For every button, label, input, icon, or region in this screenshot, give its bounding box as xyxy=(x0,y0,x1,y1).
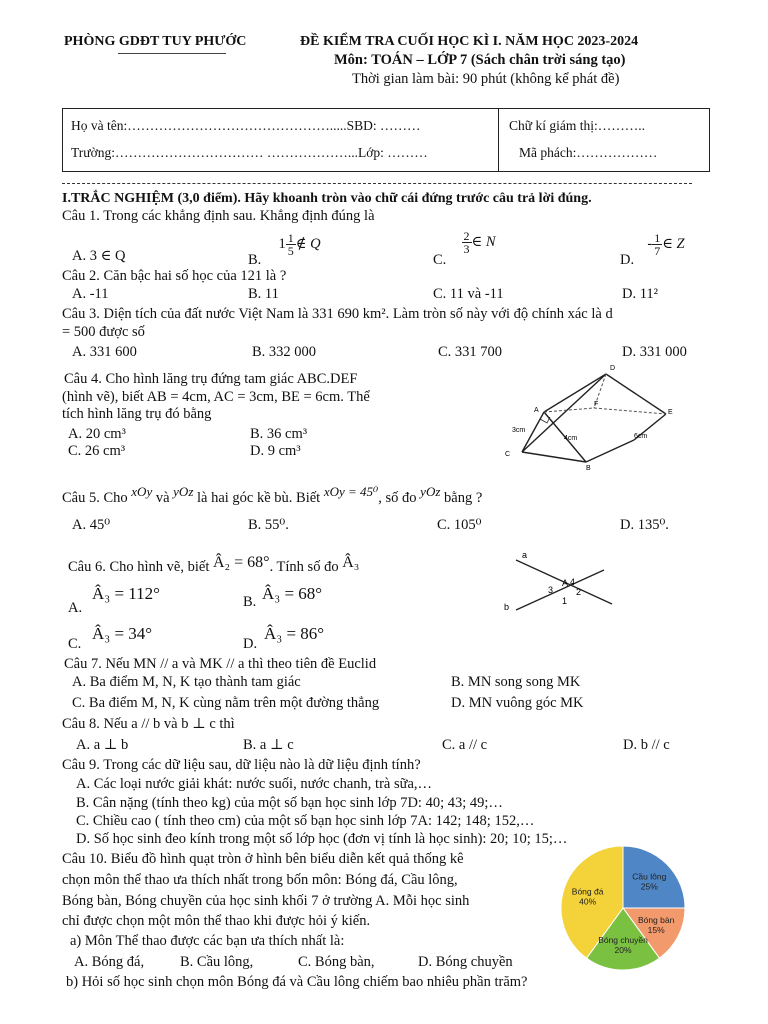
exam-title: ĐỀ KIỂM TRA CUỐI HỌC KÌ I. NĂM HỌC 2023-2024 xyxy=(300,34,639,49)
q6-option-a[interactable]: Â₃ = 112° xyxy=(92,584,160,603)
q8-option-d[interactable]: D. b // c xyxy=(623,737,670,753)
school-name: PHÒNG GDĐT TUY PHƯỚC xyxy=(64,34,247,49)
student-info-box xyxy=(62,108,710,172)
prism-label-e: E xyxy=(668,409,673,416)
q7-option-c[interactable]: C. Ba điểm M, N, K cùng nằm trên một đường thẳng xyxy=(72,695,380,711)
prism-label-d: D xyxy=(610,365,616,372)
q6-option-d-label[interactable]: D. xyxy=(243,636,258,652)
q3-text-line1: Câu 3. Diện tích của đất nước Việt Nam là 331 690 km². Làm tròn số này với độ chính xác là d xyxy=(62,306,613,322)
pie-label-value-2: 20% xyxy=(614,945,632,956)
angle-xoy-value: xOy = 45⁰ xyxy=(323,484,379,499)
q3-option-a[interactable]: A. 331 600 xyxy=(72,344,137,360)
exam-code-field[interactable]: Mã phách:……………… xyxy=(519,145,658,160)
pie-label-name-0: Cầu lông xyxy=(632,871,667,882)
q9-text: Câu 9. Trong các dữ liệu sau, dữ liệu nào là dữ liệu định tính? xyxy=(62,757,421,773)
pie-label-value-1: 15% xyxy=(647,924,665,935)
q10-text-line4: chỉ được chọn một môn thể thao khi được hỏi ý kiến. xyxy=(62,913,371,929)
q2-option-d[interactable]: D. 11² xyxy=(622,286,659,302)
pie-label-value-3: 40% xyxy=(579,896,597,907)
angle-number-2: 2 xyxy=(576,587,582,597)
q6-target-angle: Â₃ xyxy=(342,554,360,571)
q10a-option-a[interactable]: A. Bóng đá, xyxy=(74,954,145,970)
q9-option-c[interactable]: C. Chiều cao ( tính theo cm) của một số bạn học sinh lớp 7A: 142; 148; 152,… xyxy=(76,813,535,829)
q6-option-d[interactable]: Â₃ = 86° xyxy=(264,624,325,643)
q10-text-line3: Bóng bàn, Bóng chuyền của học sinh khối 7 ở trường A. Mỗi học sinh xyxy=(62,893,470,909)
q4-option-c[interactable]: C. 26 cm³ xyxy=(68,443,126,459)
q2-option-a[interactable]: A. -11 xyxy=(72,286,109,302)
q3-option-d[interactable]: D. 331 000 xyxy=(622,344,687,360)
q7-option-b[interactable]: B. MN song song MK xyxy=(451,674,581,690)
q9-option-a[interactable]: A. Các loại nước giải khát: nước suối, nước chanh, trà sữa,… xyxy=(76,776,433,792)
angle-number-4: 4 xyxy=(570,577,576,587)
section-title: I.TRẮC NGHIỆM (3,0 điểm). Hãy khoanh tròn vào chữ cái đứng trước câu trả lời đúng. xyxy=(62,191,592,206)
q1-option-a[interactable]: A. 3 ∈ Q xyxy=(72,248,126,264)
q6-text: Câu 6. Cho hình vẽ, biết Â₂ = 68°. Tính số đo Â₃ xyxy=(68,554,360,575)
q2-text: Câu 2. Căn bậc hai số học của 121 là ? xyxy=(62,268,287,284)
q6-option-a-label[interactable]: A. xyxy=(68,600,83,616)
point-label-a: A xyxy=(562,578,569,588)
prism-label-c: C xyxy=(505,451,511,458)
q6-option-b-label[interactable]: B. xyxy=(243,594,257,610)
q3-text-line2: = 500 được số xyxy=(62,324,145,340)
angle-number-1: 1 xyxy=(562,596,568,606)
q7-option-a[interactable]: A. Ba điểm M, N, K tạo thành tam giác xyxy=(72,674,301,690)
pie-label-name-3: Bóng đá xyxy=(571,886,604,897)
q10a-text: a) Môn Thể thao được các bạn ưa thích nhất là: xyxy=(70,933,345,949)
q10b-text: b) Hỏi số học sinh chọn môn Bóng đá và Cầu lông chiếm bao nhiêu phần trăm? xyxy=(66,974,528,990)
q10a-option-d[interactable]: D. Bóng chuyền xyxy=(418,954,513,970)
q5-text: Câu 5. Cho xOy và yOz là hai góc kề bù. Biết xOy = 45⁰, số đo yOz bằng ? xyxy=(62,484,483,506)
q10a-option-c[interactable]: C. Bóng bàn, xyxy=(298,954,375,970)
q6-option-b[interactable]: Â₃ = 68° xyxy=(262,584,323,603)
line-label-a: a xyxy=(522,550,528,560)
exam-duration: Thời gian làm bài: 90 phút (không kể phát đề) xyxy=(352,71,620,87)
prism-label-b: B xyxy=(586,465,591,472)
q6-option-c-label[interactable]: C. xyxy=(68,636,82,652)
q8-option-a[interactable]: A. a ⊥ b xyxy=(76,737,129,753)
q1-text: Câu 1. Trong các khẳng định sau. Khẳng định đúng là xyxy=(62,208,375,224)
supervisor-signature-field[interactable]: Chữ kí giám thị:……….. xyxy=(509,118,645,133)
info-box-divider xyxy=(498,109,499,171)
q1-option-c[interactable]: C. $\frac{2}{3}$ ∈ N xyxy=(433,229,496,268)
pie-label-value-0: 25% xyxy=(640,881,658,892)
angle-yoz: yOz xyxy=(173,484,194,499)
exam-subject: Môn: TOÁN – LỚP 7 (Sách chân trời sáng tạo) xyxy=(334,52,626,68)
q3-option-c[interactable]: C. 331 700 xyxy=(438,344,503,360)
prism-label-ac: 3cm xyxy=(512,427,526,434)
line-label-b: b xyxy=(504,602,510,612)
q1-option-b[interactable]: B. 1 $\frac{1}{5}$ ∉ Q xyxy=(248,231,321,268)
q8-text: Câu 8. Nếu a // b và b ⊥ c thì xyxy=(62,716,235,732)
q7-option-d[interactable]: D. MN vuông góc MK xyxy=(451,695,584,711)
pie-label-name-1: Bóng bàn xyxy=(637,914,675,925)
q4-option-d[interactable]: D. 9 cm³ xyxy=(250,443,301,459)
q3-option-b[interactable]: B. 332 000 xyxy=(252,344,317,360)
q7-text: Câu 7. Nếu MN // a và MK // a thì theo tiên đề Euclid xyxy=(64,656,377,672)
q8-option-b[interactable]: B. a ⊥ c xyxy=(243,737,294,753)
q2-option-c[interactable]: C. 11 và -11 xyxy=(433,286,504,302)
prism-label-f: F xyxy=(594,401,599,408)
angle-figure xyxy=(500,546,620,618)
q5-option-b[interactable]: B. 55⁰. xyxy=(248,517,289,533)
pie-chart xyxy=(560,845,690,971)
q4-text-line3: tích hình lăng trụ đó bằng xyxy=(62,406,212,422)
q8-option-c[interactable]: C. a // c xyxy=(442,737,488,753)
q4-option-a[interactable]: A. 20 cm³ xyxy=(68,426,126,442)
prism-label-a: A xyxy=(534,407,539,414)
angle-number-3: 3 xyxy=(548,585,554,595)
q4-text-line1: Câu 4. Cho hình lăng trụ đứng tam giác ABC.DEF xyxy=(64,371,358,387)
q6-option-c[interactable]: Â₃ = 34° xyxy=(92,624,153,643)
prism-label-ab: 4cm xyxy=(564,435,578,442)
student-school-field[interactable]: Trường:…………………………… ………………...Lớp: ……… xyxy=(71,145,428,160)
angle-yoz-target: yOz xyxy=(420,484,441,499)
q4-text-line2: (hình vẽ), biết AB = 4cm, AC = 3cm, BE = 6cm. Thể xyxy=(62,389,370,405)
student-name-field[interactable]: Họ và tên:……………………………………….....SBD: ……… xyxy=(71,118,421,133)
q5-option-d[interactable]: D. 135⁰. xyxy=(620,517,669,533)
underline-divider xyxy=(118,53,226,54)
q4-option-b[interactable]: B. 36 cm³ xyxy=(250,426,308,442)
q5-option-a[interactable]: A. 45⁰ xyxy=(72,517,111,533)
q9-option-b[interactable]: B. Cân nặng (tính theo kg) của một số bạn học sinh lớp 7D: 40; 43; 49;… xyxy=(76,795,503,811)
q10-text-line1: Câu 10. Biểu đồ hình quạt tròn ở hình bên biểu diễn kết quả thống kê xyxy=(62,851,464,867)
q9-option-d[interactable]: D. Số học sinh đeo kính trong một số lớp học (đơn vị tính là học sinh): 20; 10; 15;… xyxy=(76,831,568,847)
q10a-option-b[interactable]: B. Cầu lông, xyxy=(180,954,254,970)
q5-option-c[interactable]: C. 105⁰ xyxy=(437,517,482,533)
pie-label-name-2: Bóng chuyền xyxy=(598,935,648,946)
q6-given-angle: Â₂ = 68° xyxy=(213,554,270,571)
angle-xoy: xOy xyxy=(131,484,153,499)
q10-text-line2: chọn môn thể thao ưa thích nhất trong bốn môn: Bóng đá, Cầu lông, xyxy=(62,872,458,888)
q2-option-b[interactable]: B. 11 xyxy=(248,286,279,302)
prism-label-be: 6cm xyxy=(634,433,648,440)
prism-figure xyxy=(500,362,690,474)
cut-line xyxy=(62,183,692,184)
q1-option-d[interactable]: D. - $\frac{1}{7}$ ∈ Z xyxy=(620,231,685,268)
